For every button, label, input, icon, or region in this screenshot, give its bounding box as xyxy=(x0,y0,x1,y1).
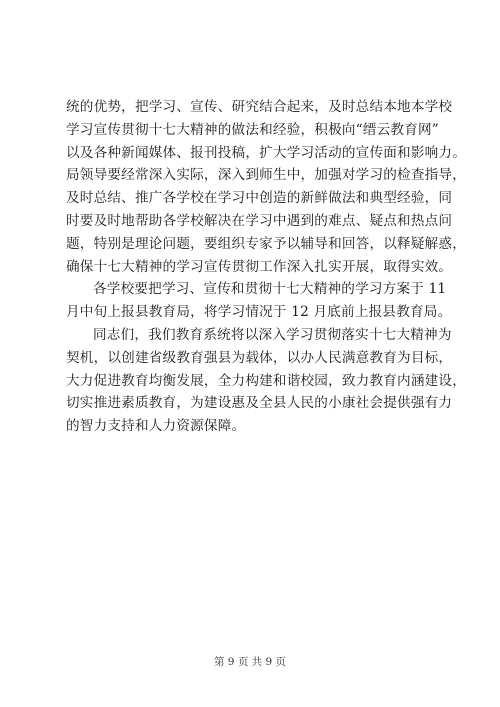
text-line: 及时总结、推广各学校在学习中创造的新鲜做法和典型经验，同 xyxy=(66,190,453,207)
text-line: 局领导要经常深入实际，深入到师生中，加强对学习的检查指导， xyxy=(66,167,467,184)
text-line: 学习宣传贯彻十七大精神的做法和经验，积极向“缙云教育网” xyxy=(66,121,439,138)
page-number-footer: 第 9 页 共 9 页 xyxy=(213,656,287,668)
text-line: 的智力支持和人力资源保障。 xyxy=(66,418,246,435)
paragraph-2 xyxy=(66,278,452,324)
text-line: 月中旬上报县教育局，将学习情况于 12 月底前上报县教育局。 xyxy=(66,304,452,321)
text-line: 统的优势，把学习、宣传、研究结合起来，及时总结本地本学校 xyxy=(66,99,453,115)
text-line: 确保十七大精神的学习宣传贯彻工作深入扎实开展，取得实效。 xyxy=(66,258,453,275)
paragraph-1 xyxy=(66,96,467,278)
document-body xyxy=(66,96,467,438)
text-line: 以及各种新闻媒体、报刊投稿，扩大学习活动的宣传面和影响力。 xyxy=(66,144,467,161)
text-line: 各学校要把学习、宣传和贯彻十七大精神的学习方案于 11 xyxy=(93,281,447,298)
text-line: 大力促进教育均衡发展，全力构建和谐校园，致力教育内涵建设， xyxy=(66,372,467,389)
text-line: 同志们，我们教育系统将以深入学习贯彻落实十七大精神为 xyxy=(93,326,452,343)
text-line: 题，特别是理论问题，要组织专家予以辅导和回答，以释疑解惑， xyxy=(66,235,467,252)
text-line: 时要及时地帮助各学校解决在学习中遇到的难点、疑点和热点问 xyxy=(66,212,453,229)
text-line: 切实推进素质教育，为建设惠及全县人民的小康社会提供强有力 xyxy=(66,395,453,412)
paragraph-3 xyxy=(66,324,467,438)
text-line: 契机，以创建省级教育强县为载体，以办人民满意教育为目标， xyxy=(66,349,453,366)
